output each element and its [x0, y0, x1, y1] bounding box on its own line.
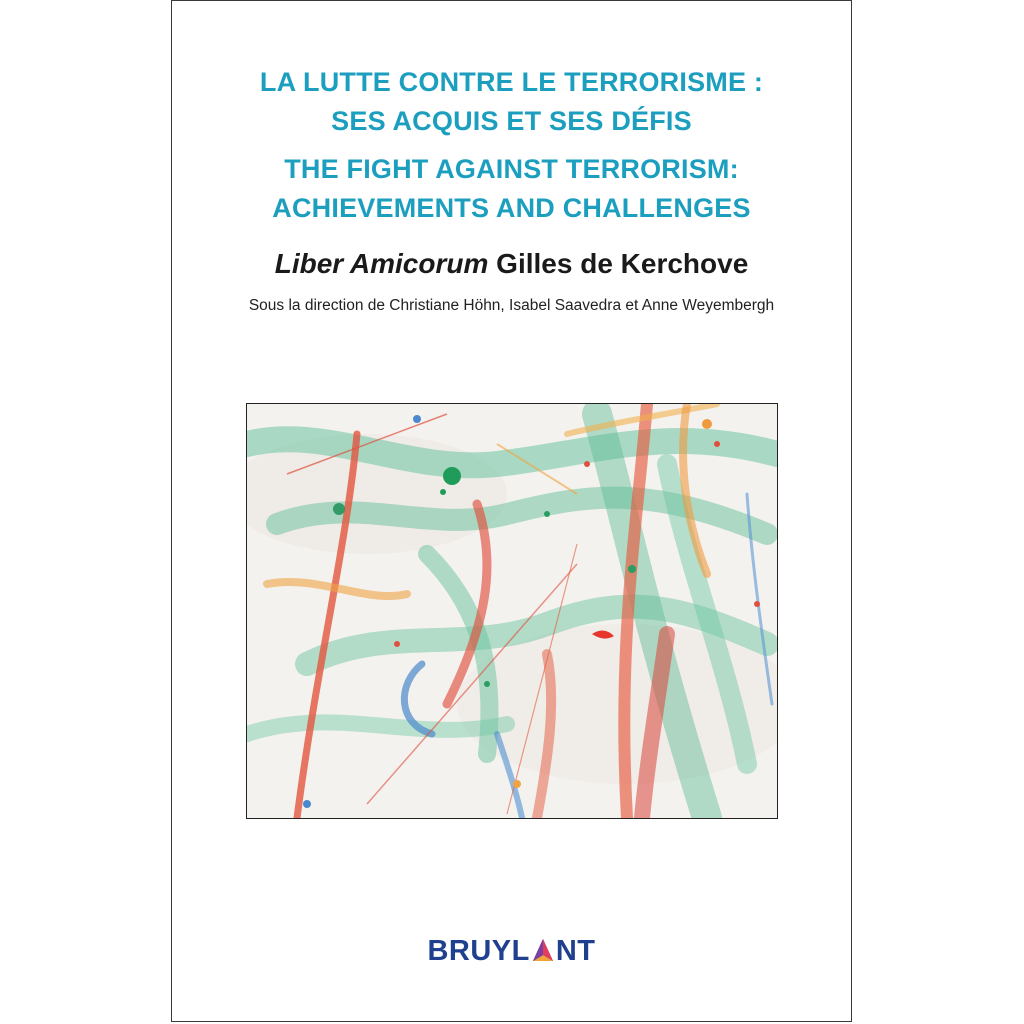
publisher-logo [172, 935, 851, 971]
title-french-line-2: SES ACQUIS ET SES DÉFIS [331, 106, 692, 136]
publisher-text-right: NT [555, 935, 596, 967]
triangle-logo-mark-icon [531, 937, 555, 971]
title-english-line-2: ACHIEVEMENTS AND CHALLENGES [272, 193, 751, 223]
title-french [172, 63, 851, 141]
publisher-text-left: BRUYL [427, 935, 530, 967]
liber-amicorum-italic: Liber Amicorum [274, 248, 489, 279]
title-french-line-1: LA LUTTE CONTRE LE TERRORISME : [259, 67, 764, 97]
honoree-name: Gilles de Kerchove [488, 248, 749, 279]
abstract-watercolor-splash-icon [247, 404, 777, 818]
cover-artwork [246, 403, 778, 819]
book-cover [171, 0, 852, 1022]
subtitle-liber-amicorum [172, 248, 851, 280]
title-english [172, 150, 851, 228]
editors-line: Sous la direction de Christiane Höhn, Isabel Saavedra et Anne Weyembergh [248, 297, 775, 314]
title-english-line-1: THE FIGHT AGAINST TERRORISM: [284, 154, 739, 184]
